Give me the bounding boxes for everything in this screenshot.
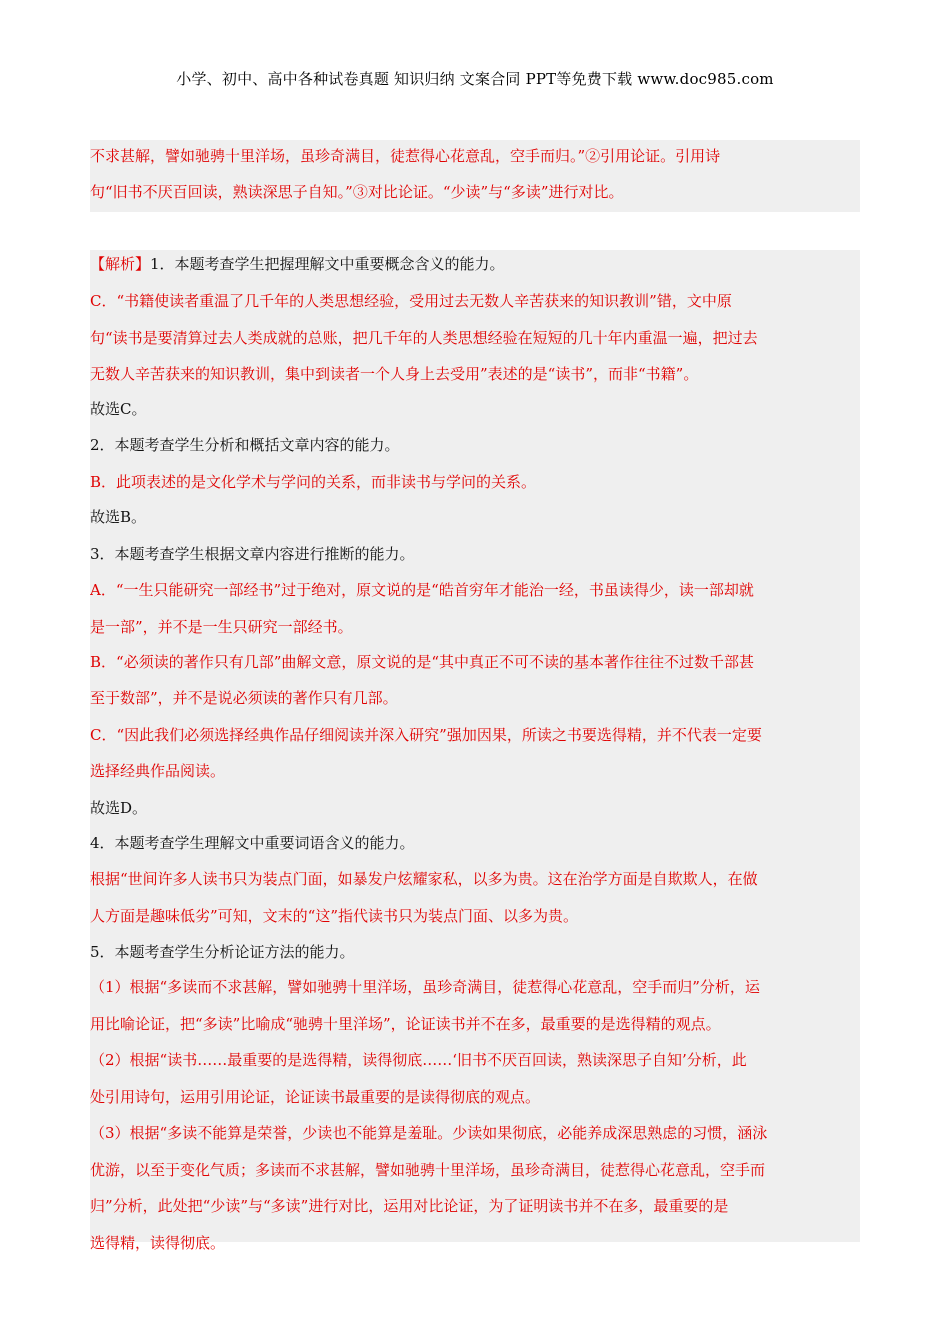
text-line: 2．本题考查学生分析和概括文章内容的能力。 — [90, 436, 400, 454]
text-line: B．“必须读的著作只有几部”曲解文意，原文说的是“其中真正不可不读的基本著作往往不过数千部甚 — [90, 653, 755, 671]
text-line: 根据“世间许多人读书只为装点门面，如暴发户炫耀家私，以多为贵。这在治学方面是自欺欺人，在做 — [90, 870, 758, 888]
text-line: B．此项表述的是文化学术与学问的关系，而非读书与学问的关系。 — [90, 473, 537, 491]
text-line: 无数人辛苦获来的知识教训，集中到读者一个人身上去受用”表述的是“读书”，而非“书籍”。 — [90, 365, 699, 383]
text-line: 故选D。 — [90, 799, 148, 817]
text-line: 句“旧书不厌百回读，熟读深思子自知。”③对比论证。“少读”与“多读”进行对比。 — [90, 183, 624, 201]
text-line: C．“因此我们必须选择经典作品仔细阅读并深入研究”强加因果，所读之书要选得精，并不代表一定要 — [90, 726, 762, 744]
text-line: A．“一生只能研究一部经书”过于绝对，原文说的是“皓首穷年才能治一经，书虽读得少，读一部却就 — [90, 581, 754, 599]
text-line: C．“书籍使读者重温了几千年的人类思想经验，受用过去无数人辛苦获来的知识教训”错，文中原 — [90, 292, 732, 310]
text-line: 故选B。 — [90, 508, 147, 526]
text-line: （2）根据“读书……最重要的是选得精，读得彻底……‘旧书不厌百回读，熟读深思子自知’分析，此 — [90, 1051, 747, 1069]
analysis-heading-line — [90, 252, 860, 276]
text-line: 是一部”，并不是一生只研究一部经书。 — [90, 618, 353, 636]
text-line: （3）根据“多读不能算是荣誉，少读也不能算是羞耻。少读如果彻底，必能养成深思熟虑的习惯，涵泳 — [90, 1124, 768, 1142]
analysis-block — [90, 250, 860, 1252]
text-line: 选择经典作品阅读。 — [90, 762, 226, 780]
text-line: 4．本题考查学生理解文中重要词语含义的能力。 — [90, 834, 415, 852]
text-line: 不求甚解，譬如驰骋十里洋场，虽珍奇满目，徒惹得心花意乱，空手而归。”②引用论证。引用诗 — [90, 147, 721, 165]
text-line: （1）根据“多读而不求甚解，譬如驰骋十里洋场，虽珍奇满目，徒惹得心花意乱，空手而归”分析，运 — [90, 978, 760, 996]
text-line: 归”分析，此处把“少读”与“多读”进行对比，运用对比论证，为了证明读书并不在多，最重要的是 — [90, 1197, 729, 1215]
text-line: 故选C。 — [90, 400, 147, 418]
text-line: 用比喻论证，把“多读”比喻成“驰骋十里洋场”，论证读书并不在多，最重要的是选得精的观点。 — [90, 1015, 721, 1033]
analysis-tag: 【解析】 — [90, 255, 151, 273]
text-line: 句“读书是要清算过去人类成就的总账，把几千年的人类思想经验在短短的几十年内重温一遍，把过去 — [90, 329, 758, 347]
analysis-question-1: 1．本题考查学生把握理解文中重要概念含义的能力。 — [150, 255, 505, 273]
text-line: 5．本题考查学生分析论证方法的能力。 — [90, 943, 355, 961]
text-line: 选得精，读得彻底。 — [90, 1234, 226, 1252]
text-line: 至于数部”，并不是说必须读的著作只有几部。 — [90, 689, 398, 707]
text-line: 优游，以至于变化气质；多读而不求甚解，譬如驰骋十里洋场，虽珍奇满目，徒惹得心花意乱，空手而 — [90, 1161, 766, 1179]
text-line: 3．本题考查学生根据文章内容进行推断的能力。 — [90, 545, 415, 563]
text-line: 处引用诗句，运用引用论证，论证读书最重要的是读得彻底的观点。 — [90, 1088, 541, 1106]
page-header: 小学、初中、高中各种试卷真题 知识归纳 文案合同 PPT等免费下载 www.doc985.com — [176, 70, 774, 88]
text-line: 人方面是趣味低劣”可知，文末的“这”指代读书只为装点门面、以多为贵。 — [90, 907, 579, 925]
answer-continuation-block — [90, 140, 860, 212]
